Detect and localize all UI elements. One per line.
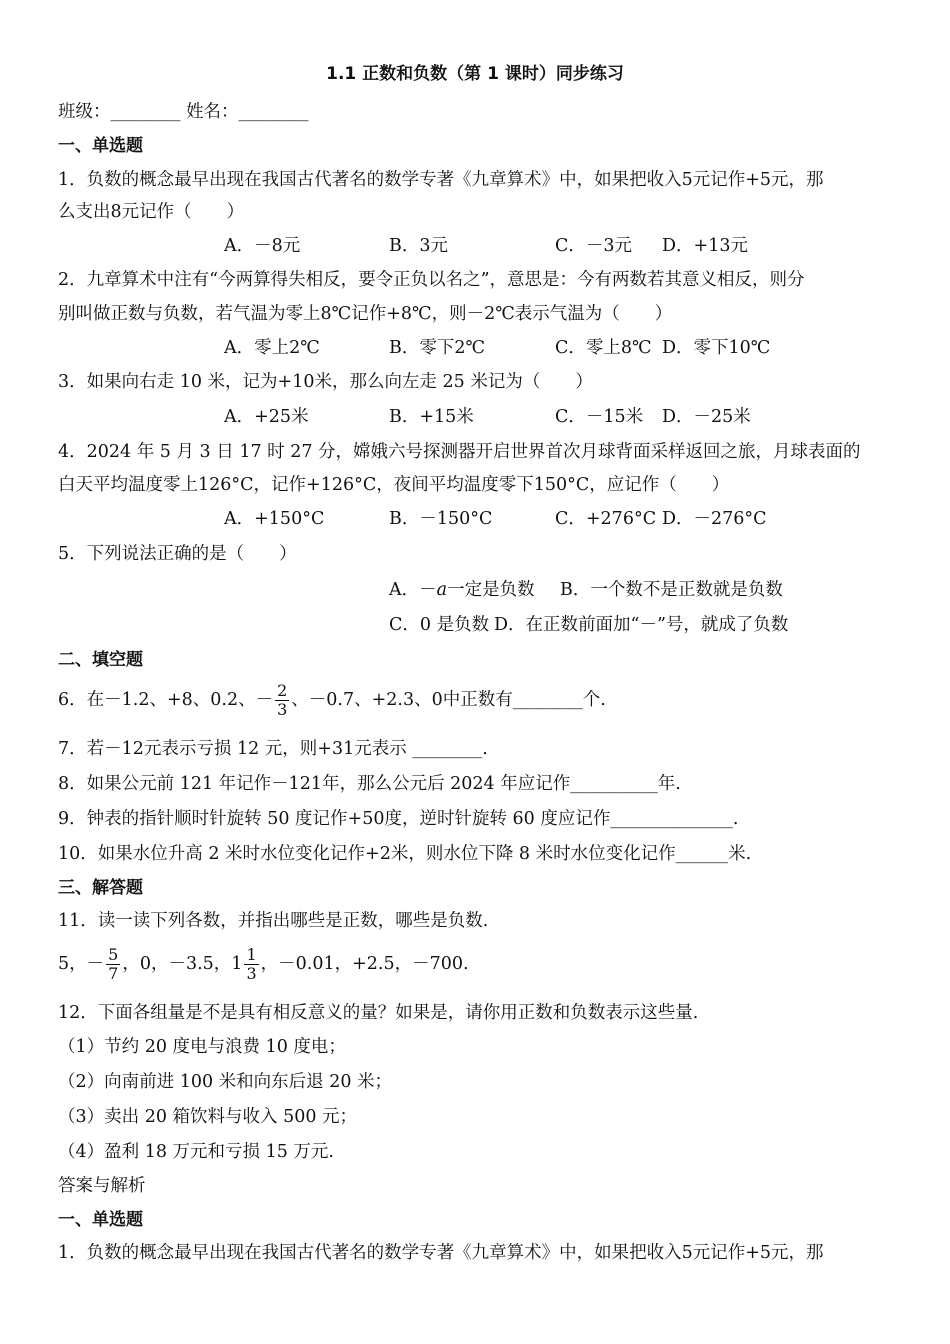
question-1-line-1: 1．负数的概念最早出现在我国古代著名的数学专著《九章算术》中，如果把收入5元记作+5元，那 — [58, 170, 824, 190]
question-12-item-1: （1）节约 20 度电与浪费 10 度电； — [58, 1037, 346, 1057]
q3-option-a: A．+25米 — [224, 407, 309, 427]
question-8: 8．如果公元前 121 年记作－121年，那么公元后 2024 年应记作__________年. — [58, 774, 681, 794]
q3-option-c: C．－15米 — [555, 407, 644, 427]
q11-part-2: ，0，－3.5，1 — [122, 954, 243, 974]
q4-option-b: B．－150°C — [389, 509, 493, 529]
question-4-line-2: 白天平均温度零上126°C，记作+126°C，夜间平均温度零下150°C，应记作（ ） — [58, 475, 730, 495]
section-heading-fill-blank: 二、填空题 — [58, 650, 143, 670]
answers-section-heading-single-choice: 一、单选题 — [58, 1210, 143, 1230]
question-5-line-1: 5．下列说法正确的是（ ） — [58, 544, 297, 564]
q11-part-3: ，－0.01，+2.5，－700. — [260, 954, 469, 974]
q11-part-1: 5，－ — [58, 954, 105, 974]
q5-option-a-suffix: 一定是负数 — [447, 580, 535, 600]
q11-fraction-2 — [244, 946, 258, 983]
q1-option-d: D．+13元 — [662, 236, 748, 256]
q5-option-c: C．0 是负数 — [389, 615, 490, 635]
question-7: 7．若－12元表示亏损 12 元，则+31元表示 ________. — [58, 739, 488, 759]
q11-fraction-1-numerator: 5 — [108, 945, 119, 964]
answers-heading: 答案与解析 — [58, 1176, 146, 1196]
question-6 — [58, 679, 606, 723]
q5-variable-a: a — [436, 580, 448, 600]
q6-suffix: 、－0.7、+2.3、0中正数有________个. — [291, 690, 606, 710]
q2-option-b: B．零下2℃ — [389, 338, 486, 358]
question-11-numbers — [58, 942, 469, 988]
question-3-line-1: 3．如果向右走 10 米，记为+10米，那么向左走 25 米记为（ ） — [58, 372, 593, 392]
q5-option-a-prefix: A．－ — [389, 580, 437, 600]
question-4-line-1: 4．2024 年 5 月 3 日 17 时 27 分，嫦娥六号探测器开启世界首次月球背面采样返回之旅，月球表面的 — [58, 442, 861, 462]
question-10: 10．如果水位升高 2 米时水位变化记作+2米，则水位下降 8 米时水位变化记作______米. — [58, 844, 752, 864]
answer-question-1-line-1: 1．负数的概念最早出现在我国古代著名的数学专著《九章算术》中，如果把收入5元记作+5元，那 — [58, 1243, 824, 1263]
q1-option-a: A．－8元 — [224, 236, 301, 256]
page-title: 1.1 正数和负数（第 1 课时）同步练习 — [326, 64, 624, 84]
q4-option-a: A．+150°C — [224, 509, 325, 529]
question-11-line-1: 11．读一读下列各数，并指出哪些是正数，哪些是负数. — [58, 911, 489, 931]
q5-option-a — [389, 578, 535, 602]
q11-fraction-1-denominator: 7 — [108, 964, 119, 983]
q11-fraction-2-numerator: 1 — [246, 945, 257, 964]
q6-fraction-numerator: 2 — [277, 681, 288, 700]
q6-prefix: 6．在－1.2、+8、0.2、－ — [58, 690, 274, 710]
q1-option-b: B．3元 — [389, 236, 448, 256]
q11-fraction-2-denominator: 3 — [246, 964, 257, 983]
section-heading-answer-questions: 三、解答题 — [58, 878, 143, 898]
question-2-line-1: 2．九章算术中注有“今两算得失相反，要令正负以名之”，意思是：今有两数若其意义相反，则分 — [58, 270, 805, 290]
q1-option-c: C．－3元 — [555, 236, 633, 256]
q4-option-d: D．－276°C — [662, 509, 767, 529]
q2-option-d: D．零下10℃ — [662, 338, 771, 358]
q2-option-c: C．零上8℃ — [555, 338, 652, 358]
question-12-line-1: 12．下面各组量是不是具有相反意义的量？如果是，请你用正数和负数表示这些量. — [58, 1003, 699, 1023]
q5-option-b: B．一个数不是正数就是负数 — [560, 580, 783, 600]
q3-option-b: B．+15米 — [389, 407, 474, 427]
class-name-line: 班级：________ 姓名：________ — [58, 102, 309, 122]
question-12-item-4: （4）盈利 18 万元和亏损 15 万元. — [58, 1142, 334, 1162]
q3-option-d: D．－25米 — [662, 407, 751, 427]
q6-fraction — [275, 682, 289, 719]
question-9: 9．钟表的指针顺时针旋转 50 度记作+50度，逆时针旋转 60 度应记作______________. — [58, 809, 739, 829]
q2-option-a: A．零上2℃ — [224, 338, 320, 358]
question-12-item-2: （2）向南前进 100 米和向东后退 20 米； — [58, 1072, 393, 1092]
question-12-item-3: （3）卖出 20 箱饮料与收入 500 元； — [58, 1107, 358, 1127]
q5-option-d: D．在正数前面加“－”号，就成了负数 — [494, 615, 789, 635]
q6-fraction-denominator: 3 — [277, 700, 288, 719]
question-2-line-2: 别叫做正数与负数，若气温为零上8℃记作+8℃，则－2℃表示气温为（ ） — [58, 304, 673, 324]
section-heading-single-choice: 一、单选题 — [58, 136, 143, 156]
q11-fraction-1 — [106, 946, 120, 983]
question-1-line-2: 么支出8元记作（ ） — [58, 202, 245, 222]
q4-option-c: C．+276°C — [555, 509, 657, 529]
